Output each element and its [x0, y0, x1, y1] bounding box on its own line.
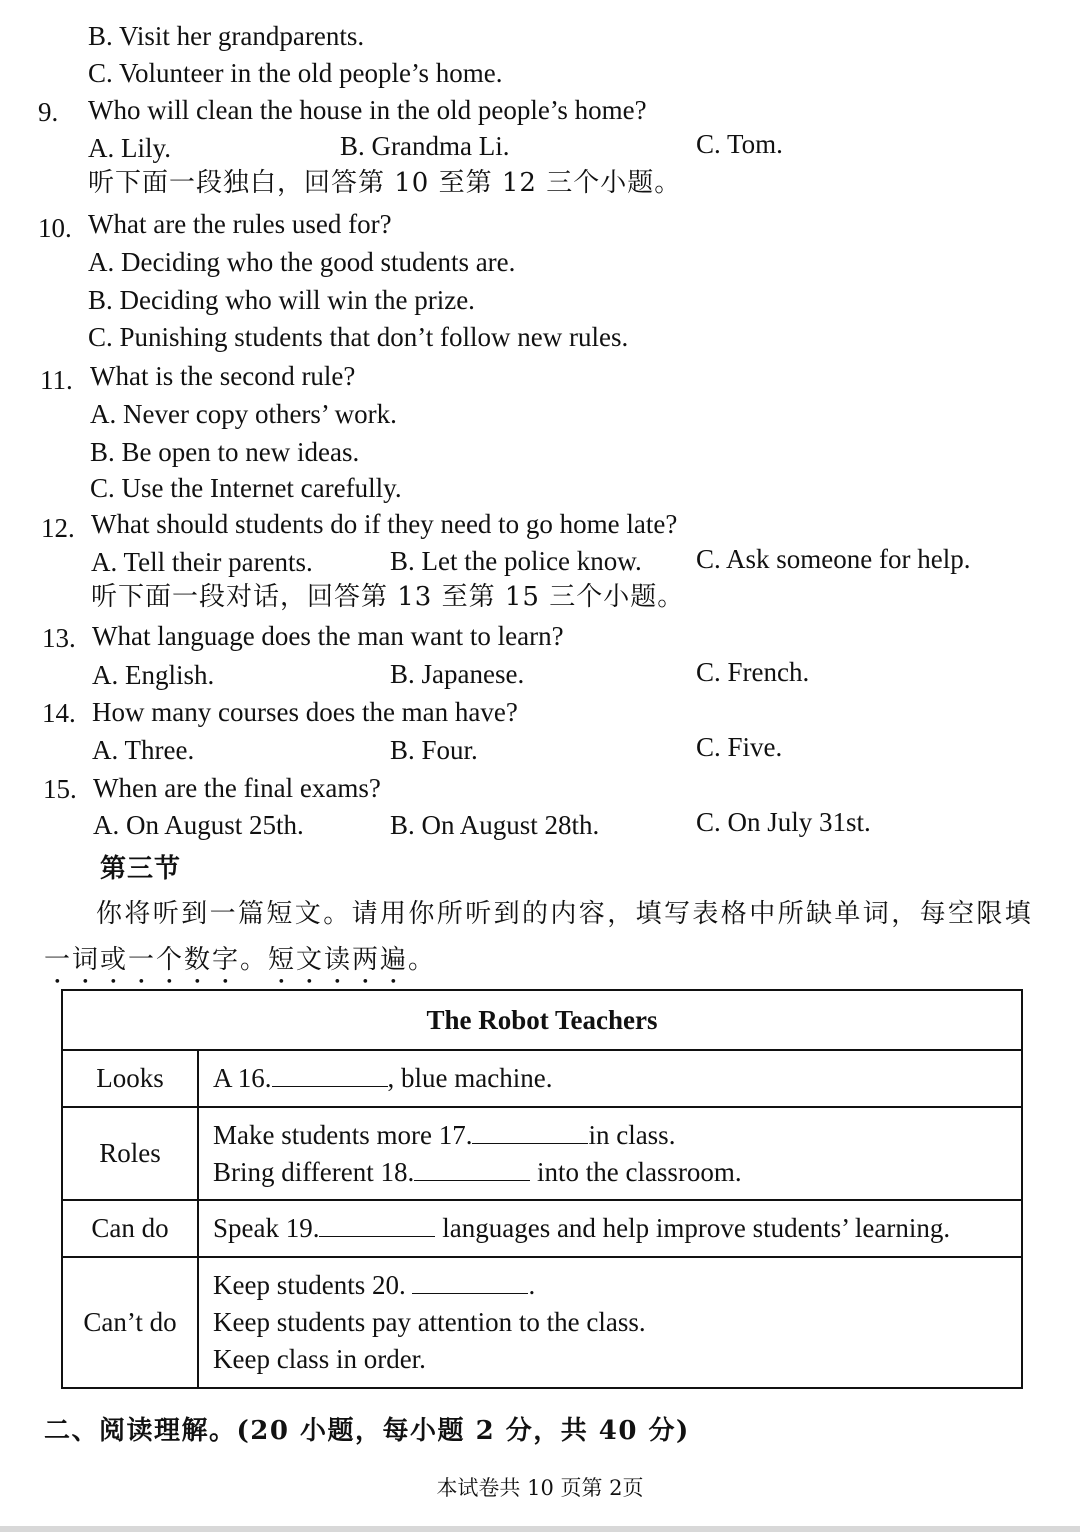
q10-number: 10.	[38, 213, 72, 243]
q13-number: 13.	[42, 623, 76, 653]
q12-option-b: B. Let the police know.	[390, 546, 642, 576]
q15-option-c: C. On July 31st.	[696, 807, 871, 837]
line-text-after: .	[528, 1270, 536, 1300]
q10-option-b: B. Deciding who will win the prize.	[88, 285, 475, 315]
line-text-after: , blue machine.	[387, 1063, 553, 1093]
answer-blank-19	[319, 1214, 435, 1237]
q14-option-a: A. Three.	[92, 735, 195, 765]
q12-text: What should students do if they need to go home late?	[91, 509, 678, 539]
q14-number: 14.	[42, 698, 76, 728]
answer-blank-18	[414, 1158, 530, 1181]
q8-option-b: B. Visit her grandparents.	[88, 21, 365, 51]
line-text: A 16.	[213, 1063, 272, 1093]
answer-blank-17	[472, 1121, 588, 1144]
q12-option-a: A. Tell their parents.	[91, 547, 313, 577]
q11-option-a: A. Never copy others’ work.	[90, 399, 397, 429]
line-text-after: in class.	[588, 1119, 676, 1150]
line-text: Make students more 17.	[213, 1119, 473, 1150]
part2-heading: 二、阅读理解。(20 小题，每小题 2 分，共 40 分)	[44, 1416, 690, 1446]
q14-option-c: C. Five.	[696, 732, 783, 762]
line-text-after: into the classroom.	[530, 1156, 742, 1187]
answer-blank-20	[412, 1271, 528, 1294]
row-label: Can’t do	[62, 1257, 198, 1388]
content-line	[213, 1060, 1020, 1097]
content-line	[213, 1341, 1020, 1378]
row-label: Looks	[62, 1050, 198, 1107]
content-line	[213, 1154, 1020, 1191]
row-content	[198, 1200, 1022, 1257]
q9-option-c: C. Tom.	[696, 129, 783, 159]
row-label: Can do	[62, 1200, 198, 1257]
table-row-can-do	[62, 1200, 1022, 1257]
q9-option-a: A. Lily.	[88, 133, 171, 163]
page-bottom-edge	[0, 1526, 1080, 1532]
q13-text: What language does the man want to learn?	[92, 621, 564, 651]
page-footer: 本试卷共 10 页第 2页	[436, 1476, 644, 1500]
section3-instruction-line1: 你将听到一篇短文。请用你所听到的内容，填写表格中所缺单词，每空限填	[96, 899, 1034, 929]
table-row-cant-do	[62, 1257, 1022, 1388]
content-line	[213, 1267, 1020, 1304]
row-content	[198, 1050, 1022, 1107]
q13-option-c: C. French.	[696, 657, 810, 687]
q10-option-a: A. Deciding who the good students are.	[88, 247, 516, 277]
q11-option-b: B. Be open to new ideas.	[90, 437, 360, 467]
q8-option-c: C. Volunteer in the old people’s home.	[88, 58, 503, 88]
line-text-after: languages and help improve students’ learning.	[435, 1213, 951, 1243]
q13-option-b: B. Japanese.	[390, 659, 525, 689]
q9-text: Who will clean the house in the old people’s home?	[88, 95, 647, 125]
table-title-row	[62, 990, 1022, 1050]
instruction-13-15: 听下面一段对话，回答第 13 至第 15 三个小题。	[91, 582, 685, 612]
robot-teachers-table	[61, 989, 1023, 1389]
table-title: The Robot Teachers	[62, 990, 1022, 1050]
instruction-10-12: 听下面一段独白，回答第 10 至第 12 三个小题。	[88, 168, 682, 198]
q14-option-b: B. Four.	[390, 735, 478, 765]
answer-blank-16	[272, 1064, 388, 1087]
line-text: Keep students pay attention to the class.	[213, 1307, 646, 1337]
q10-text: What are the rules used for?	[88, 209, 392, 239]
q14-text: How many courses does the man have?	[92, 697, 518, 727]
section3-instruction-line2: 一词或一个数字。短文读两遍。	[44, 945, 437, 975]
table-row-roles	[62, 1107, 1022, 1200]
section3-heading: 第三节	[100, 854, 182, 884]
q10-option-c: C. Punishing students that don’t follow new rules.	[88, 322, 629, 352]
content-line	[213, 1210, 1020, 1247]
row-content	[198, 1257, 1022, 1388]
line-text: Speak 19.	[213, 1213, 320, 1243]
content-line	[213, 1117, 1020, 1154]
q15-text: When are the final exams?	[93, 773, 381, 803]
table-row-looks	[62, 1050, 1022, 1107]
row-content	[198, 1107, 1022, 1200]
row-label: Roles	[62, 1107, 198, 1200]
q9-option-b: B. Grandma Li.	[340, 131, 510, 161]
q12-number: 12.	[41, 513, 75, 543]
q11-option-c: C. Use the Internet carefully.	[90, 473, 402, 503]
q9-number: 9.	[38, 97, 59, 127]
line-text: Keep class in order.	[213, 1344, 426, 1374]
q12-option-c: C. Ask someone for help.	[696, 544, 971, 574]
q13-option-a: A. English.	[92, 660, 215, 690]
q11-number: 11.	[40, 365, 73, 395]
line-text: Keep students 20.	[213, 1270, 413, 1300]
q15-option-a: A. On August 25th.	[93, 810, 304, 840]
q15-number: 15.	[43, 774, 77, 804]
q15-option-b: B. On August 28th.	[390, 810, 600, 840]
line-text: Bring different 18.	[213, 1156, 415, 1187]
q11-text: What is the second rule?	[90, 361, 356, 391]
content-line	[213, 1304, 1020, 1341]
